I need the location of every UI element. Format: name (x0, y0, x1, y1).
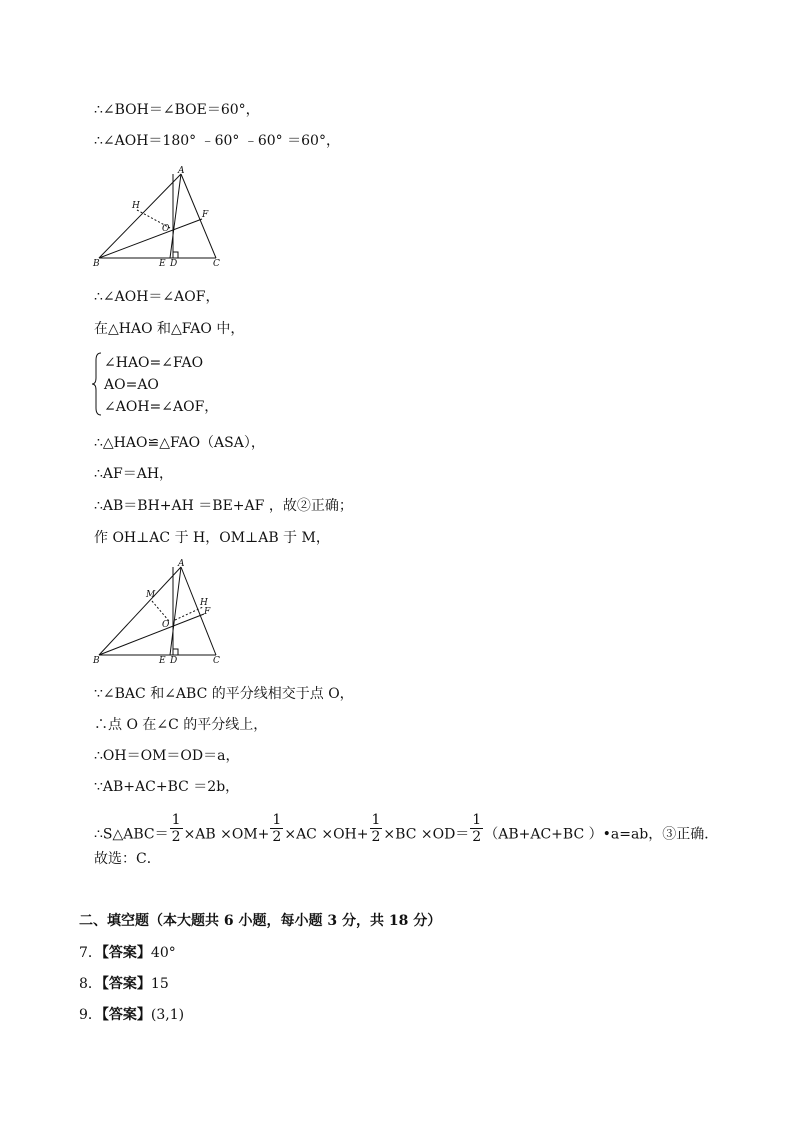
step-line: ∵∠BAC 和∠ABC 的平分线相交于点 O， (94, 686, 354, 702)
vertex-label: C (213, 656, 220, 666)
step-line: ∵AB+AC+BC ＝2b， (94, 779, 240, 795)
step-line: ∴AF＝AH， (94, 466, 174, 482)
vertex-label: O (162, 620, 170, 630)
triangle-figure-1 (90, 164, 230, 270)
formula-text: ×AB ×OM+ (183, 826, 270, 843)
answer-number: 8． (79, 976, 102, 992)
fraction (170, 812, 183, 845)
area-formula-line (94, 812, 719, 851)
answer-value: (3,1) (150, 1007, 185, 1023)
step-line: ∴∠AOH＝∠AOF， (94, 289, 220, 305)
answer-item (79, 944, 176, 962)
answer-item (79, 1006, 184, 1024)
vertex-label: B (93, 259, 100, 269)
fraction-numerator: 1 (272, 812, 282, 828)
formula-text: （AB+AC+BC ）•a=ab，③正确． (484, 826, 719, 843)
answer-value: 40° (150, 945, 176, 961)
answer-number: 7． (79, 945, 102, 961)
system-row: ∠AOH=∠AOF， (104, 399, 219, 415)
fraction-denominator: 2 (171, 829, 181, 845)
vertex-label: E (159, 259, 166, 269)
step-line: 作 OH⊥AC 于 H，OM⊥AB 于 M， (94, 530, 330, 546)
fraction-denominator: 2 (472, 829, 482, 845)
step-line: ∴∠AOH＝180° ﹣60° ﹣60° ＝60°， (94, 133, 340, 149)
system-row: AO=AO (104, 377, 159, 393)
formula-text: ×BC ×OD＝ (383, 826, 470, 843)
vertex-label: C (213, 259, 220, 269)
answer-label: 【答案】 (101, 976, 151, 992)
step-line: 故选：C． (94, 851, 161, 867)
step-line: ∴OH＝OM＝OD＝a， (94, 748, 240, 764)
vertex-label: D (170, 259, 178, 269)
triangle-figure-2 (90, 559, 230, 667)
vertex-label: F (202, 210, 209, 220)
vertex-label: H (200, 598, 208, 608)
vertex-label: M (146, 590, 156, 600)
answer-number: 9． (79, 1007, 102, 1023)
vertex-label: B (93, 656, 100, 666)
formula-text: ×AC ×OH+ (284, 826, 369, 843)
answer-label: 【答案】 (101, 945, 151, 961)
answer-label: 【答案】 (101, 1007, 151, 1023)
fraction (270, 812, 283, 845)
step-line: ∴∠BOH＝∠BOE＝60°， (94, 102, 260, 118)
fraction-numerator: 1 (472, 812, 482, 828)
vertex-label: A (178, 559, 185, 569)
answer-value: 15 (150, 976, 169, 992)
fraction (470, 812, 483, 845)
section-heading: 二、填空题（本大题共 6 小题，每小题 3 分，共 18 分） (79, 913, 442, 929)
step-line: ∴AB＝BH+AH ＝BE+AF ，故②正确； (94, 498, 353, 514)
answer-item (79, 975, 169, 993)
vertex-label: F (204, 607, 211, 617)
fraction (370, 812, 383, 845)
vertex-label: O (162, 224, 170, 234)
fraction-denominator: 2 (371, 829, 381, 845)
vertex-label: D (170, 656, 178, 666)
left-brace (92, 352, 102, 416)
step-line: ∴△HAO≌△FAO（ASA）， (94, 435, 265, 451)
vertex-label: H (132, 201, 140, 211)
step-line: 在△HAO 和△FAO 中， (94, 321, 245, 337)
formula-text: ∴S△ABC＝ (94, 826, 169, 843)
vertex-label: A (178, 166, 185, 176)
fraction-numerator: 1 (171, 812, 181, 828)
step-line: ∴点 O 在∠C 的平分线上， (94, 717, 268, 733)
fraction-denominator: 2 (272, 829, 282, 845)
system-row: ∠HAO=∠FAO (104, 355, 204, 371)
fraction-numerator: 1 (371, 812, 381, 828)
vertex-label: E (159, 656, 166, 666)
